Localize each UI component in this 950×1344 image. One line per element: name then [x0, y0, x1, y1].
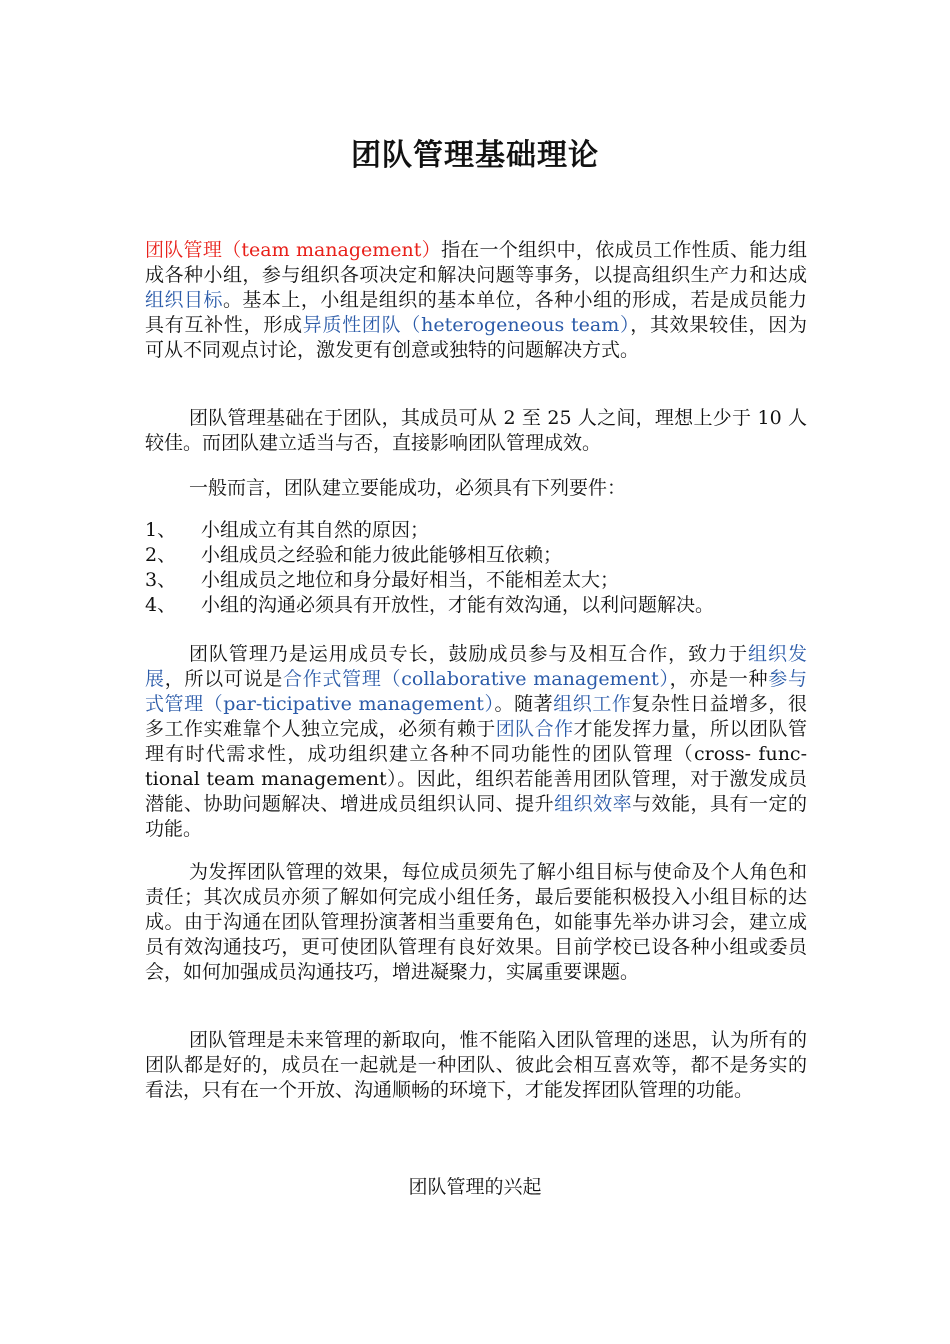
text-span: 。基本上，小组是组织的基本单位，各种小组的形成，若是成员能力具有互补性，形成 [145, 289, 807, 336]
link-participative-management[interactable]: 参与式管理（par-ticipative management） [145, 668, 807, 715]
link-collaborative-management[interactable]: 合作式管理（collaborative management） [283, 668, 670, 690]
list-item [145, 568, 807, 593]
term-team-management: 团队管理（team management） [145, 239, 441, 261]
requirements-list [145, 518, 807, 618]
text-span: ，亦是一种 [669, 668, 769, 690]
paragraph-requirements-intro: 一般而言，团队建立要能成功，必须具有下列要件： [189, 477, 627, 499]
list-item-number: 4、 [145, 594, 177, 616]
link-organization-goal[interactable]: 组织目标 [145, 289, 223, 311]
text-span: 才能发挥力量，所以团队管理有时代需求性，成功组织建立各种不同功能性的团队管理（cross- func-tional team management）。因此，组织若能善用团队管理，对于激发成员潜能、协助问题解决、增进成员组织认同、提升 [145, 718, 807, 815]
list-item [145, 543, 807, 568]
text-span: ，其效果较佳，因为可从不同观点讨论，激发更有创意或独特的问题解决方式。 [145, 314, 807, 361]
paragraph-effectiveness: 为发挥团队管理的效果，每位成员须先了解小组目标与使命及个人角色和责任；其次成员亦须了解如何完成小组任务，最后要能积极投入小组目标的达成。由于沟通在团队管理扮演著相当重要角色，如能事先举办讲习会，建立成员有效沟通技巧，更可使团队管理有良好效果。目前学校已设各种小组或委员会，如何加强成员沟通技巧，增进凝聚力，实属重要课题。 [145, 861, 807, 983]
link-organization-efficiency[interactable]: 组织效率 [554, 793, 633, 815]
list-item-text: 小组成员之地位和身分最好相当，不能相差太大； [201, 569, 620, 591]
list-item-text: 小组成立有其自然的原因； [201, 519, 430, 541]
document-title: 团队管理基础理论 [351, 138, 599, 173]
list-item [145, 593, 807, 618]
link-organization-work[interactable]: 组织工作 [553, 693, 632, 715]
list-item-number: 2、 [145, 544, 177, 566]
list-item-number: 1、 [145, 519, 177, 541]
text-span: 团队管理乃是运用成员专长，鼓励成员参与及相互合作，致力于 [189, 643, 749, 665]
paragraph-team-size: 团队管理基础在于团队，其成员可从 2 至 25 人之间，理想上少于 10 人较佳。而团队建立适当与否，直接影响团队管理成效。 [145, 407, 807, 454]
paragraph-team-management-purpose [145, 642, 807, 842]
list-item-text: 小组的沟通必须具有开放性，才能有效沟通，以利问题解决。 [201, 594, 715, 616]
list-item [145, 518, 807, 543]
list-item-number: 3、 [145, 569, 177, 591]
section-heading: 团队管理的兴起 [408, 1176, 542, 1198]
paragraph-future-direction: 团队管理是未来管理的新取向，惟不能陷入团队管理的迷思，认为所有的团队都是好的，成员在一起就是一种团队、彼此会相互喜欢等，都不是务实的看法，只有在一个开放、沟通顺畅的环境下，才能发挥团队管理的功能。 [145, 1029, 807, 1101]
text-span: 复杂性日益增多，很多工作实难靠个人独立完成，必须有赖于 [145, 693, 807, 740]
text-span: 指在一个组织中，依成员工作性质、能力组成各种小组，参与组织各项决定和解决问题等事务，以提高组织生产力和达成 [145, 239, 807, 286]
text-span: ，所以可说是 [164, 668, 283, 690]
link-team-cooperation[interactable]: 团队合作 [495, 718, 574, 740]
paragraph-definition [145, 238, 807, 363]
link-heterogeneous-team[interactable]: 异质性团队（heterogeneous team） [302, 314, 631, 336]
text-span: 。随著 [494, 693, 554, 715]
link-organization-development[interactable]: 组织发展 [145, 643, 807, 690]
text-span: 与效能，具有一定的功能。 [145, 793, 807, 840]
list-item-text: 小组成员之经验和能力彼此能够相互依赖； [201, 544, 563, 566]
